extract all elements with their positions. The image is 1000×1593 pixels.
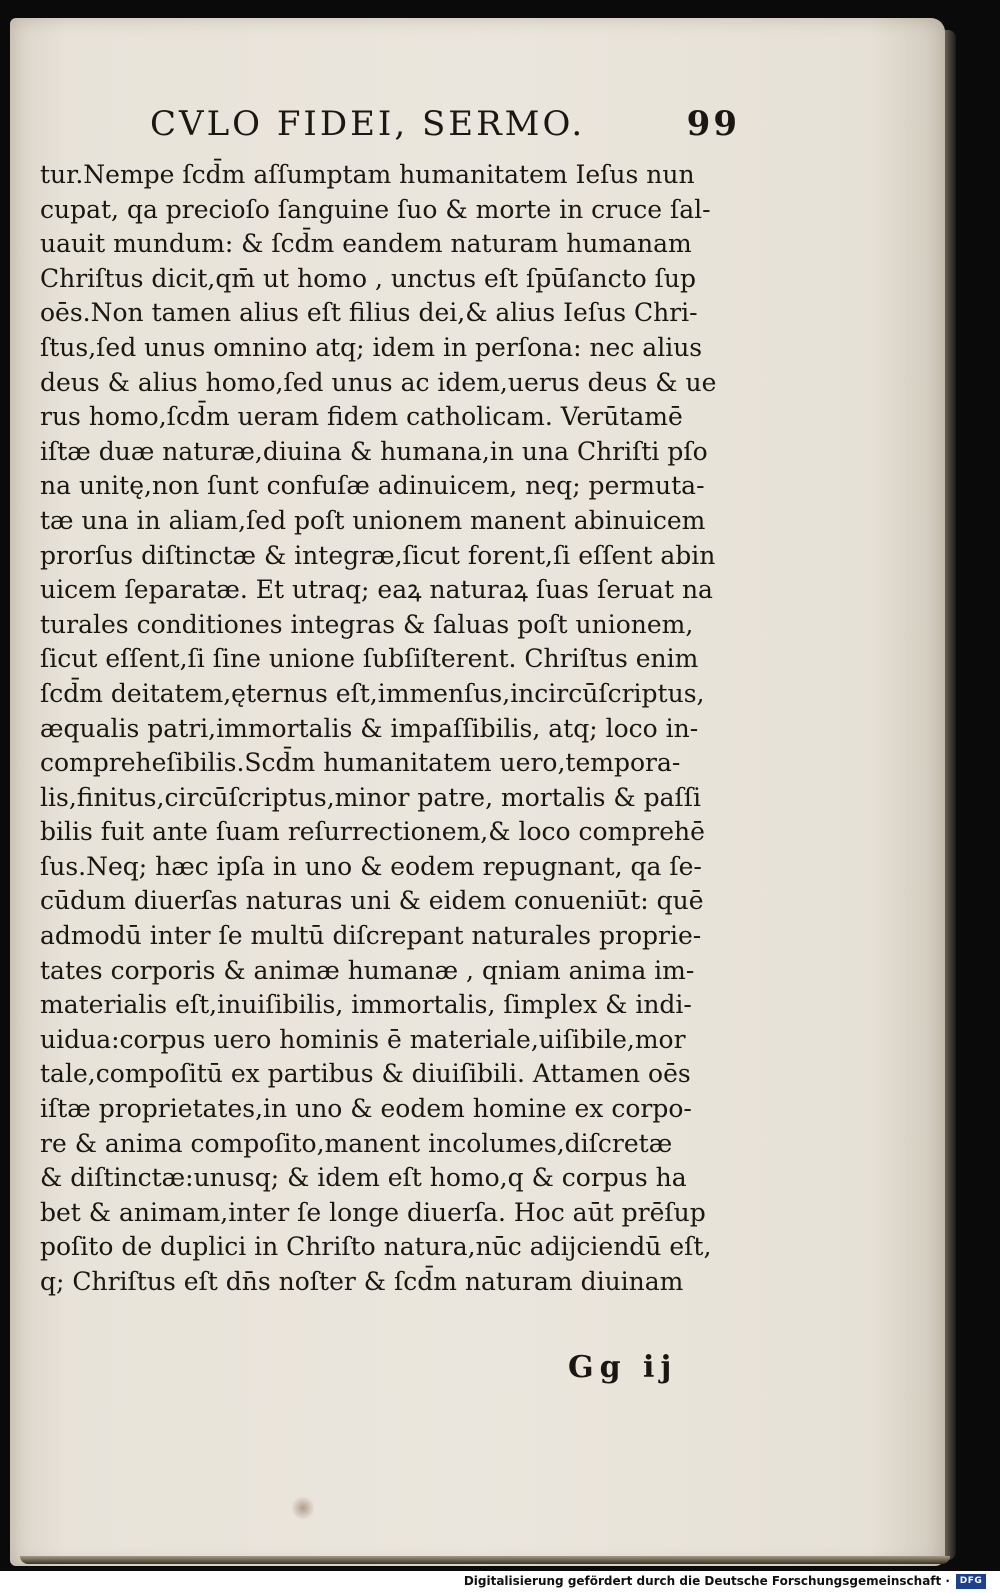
text-line: re & anima compoſito,manent incolumes,diſcretæ — [40, 1128, 673, 1158]
text-line: ſcd̄m deitatem,ęternus eſt,immenſus,incircūſcriptus, — [40, 678, 705, 708]
text-line: q; Chriſtus eſt dn̄s noſter & ſcd̄m naturam diuinam — [40, 1267, 684, 1296]
text-line: turales conditiones integras & ſaluas poſt unionem, — [40, 609, 694, 639]
text-line: poſito de duplici in Chriſto natura,nūc adijciendū eſt, — [40, 1232, 712, 1262]
footer-credit-bar — [0, 1571, 1000, 1593]
text-line: admodū inter ſe multū diſcrepant naturales proprie- — [40, 921, 702, 951]
text-line: cūdum diuerſas naturas uni & eidem conueniūt: quē — [40, 886, 704, 916]
running-head — [150, 104, 750, 148]
text-line: lis,finitus,circūſcriptus,minor patre, mortalis & paſſi — [40, 782, 702, 812]
funding-credit: Digitalisierung gefördert durch die Deutsche Forschungsgemeinschaft · — [463, 1574, 950, 1588]
book-fore-edge — [944, 30, 956, 1560]
text-line: cupat, qa precioſo ſanguine ſuo & morte in cruce ſal- — [40, 194, 711, 224]
body-text — [40, 158, 770, 1300]
running-head-title: CVLO FIDEI, SERMO. — [150, 104, 586, 144]
text-line: compreheſibilis.Scd̄m humanitatem uero,tempora- — [40, 748, 681, 778]
text-line: uicem ſeparatæ. Et utraq; eaꝝ naturaꝝ ſuas ſeruat na — [40, 575, 713, 605]
text-line: æqualis patri,immortalis & impaſſibilis, atq; loco in- — [40, 713, 699, 743]
text-line: oēs.Non tamen alius eſt filius dei,& alius Ieſus Chri- — [40, 298, 698, 328]
text-line: ſicut eſſent,ſi ſine unione ſubſiſterent. Chriſtus enim — [40, 644, 699, 674]
text-line: deus & alius homo,ſed unus ac idem,uerus deus & ue — [40, 367, 717, 397]
text-line: na unitę,non ſunt confuſæ adinuicem, neq; permuta- — [40, 471, 705, 501]
text-line: uidua:corpus uero hominis ē materiale,uiſibile,mor — [40, 1024, 686, 1054]
text-line: materialis eſt,inuiſibilis, immortalis, ſimplex & indi- — [40, 990, 692, 1020]
text-line: uauit mundum: & ſcd̄m eandem naturam humanam — [40, 229, 692, 259]
text-line: prorſus diſtinctæ & integræ,ſicut forent,ſi eſſent abin — [40, 540, 716, 570]
paper-stain — [292, 1495, 314, 1521]
signature-mark: Gg ij — [568, 1350, 678, 1385]
text-line: Chriſtus dicit,qm̄ ut homo , unctus eſt ſpūſancto ſup — [40, 263, 697, 293]
text-line: ſus.Neq; hæc ipſa in uno & eodem repugnant, qa ſe- — [40, 851, 702, 881]
text-line: tur.Nempe ſcd̄m aſſumptam humanitatem Ieſus nun — [40, 160, 695, 189]
text-line: tale,compoſitū ex partibus & diuiſibili. Attamen oēs — [40, 1059, 691, 1089]
text-line: iſtæ proprietates,in uno & eodem homine ex corpo- — [40, 1094, 692, 1124]
page-number: 99 — [686, 104, 740, 144]
dfg-logo: DFG — [956, 1574, 986, 1589]
text-line: bet & animam,inter ſe longe diuerſa. Hoc aūt prēſup — [40, 1197, 706, 1227]
text-line: tæ una in aliam,ſed poſt unionem manent abinuicem — [40, 505, 706, 535]
text-line: ſtus,ſed unus omnino atq; idem in perſona: nec alius — [40, 332, 703, 362]
text-line: tates corporis & animæ humanæ , qniam anima im- — [40, 955, 695, 985]
text-line: rus homo,ſcd̄m ueram fidem catholicam. Verūtamē — [40, 402, 683, 432]
text-line: & diſtinctæ:unusq; & idem eſt homo,q & corpus ha — [40, 1163, 687, 1193]
text-line: iſtæ duæ naturæ,diuina & humana,in una Chriſti pſo — [40, 436, 708, 466]
text-line: bilis fuit ante ſuam reſurrectionem,& loco comprehē — [40, 817, 705, 847]
book-bottom-edge — [20, 1556, 950, 1564]
